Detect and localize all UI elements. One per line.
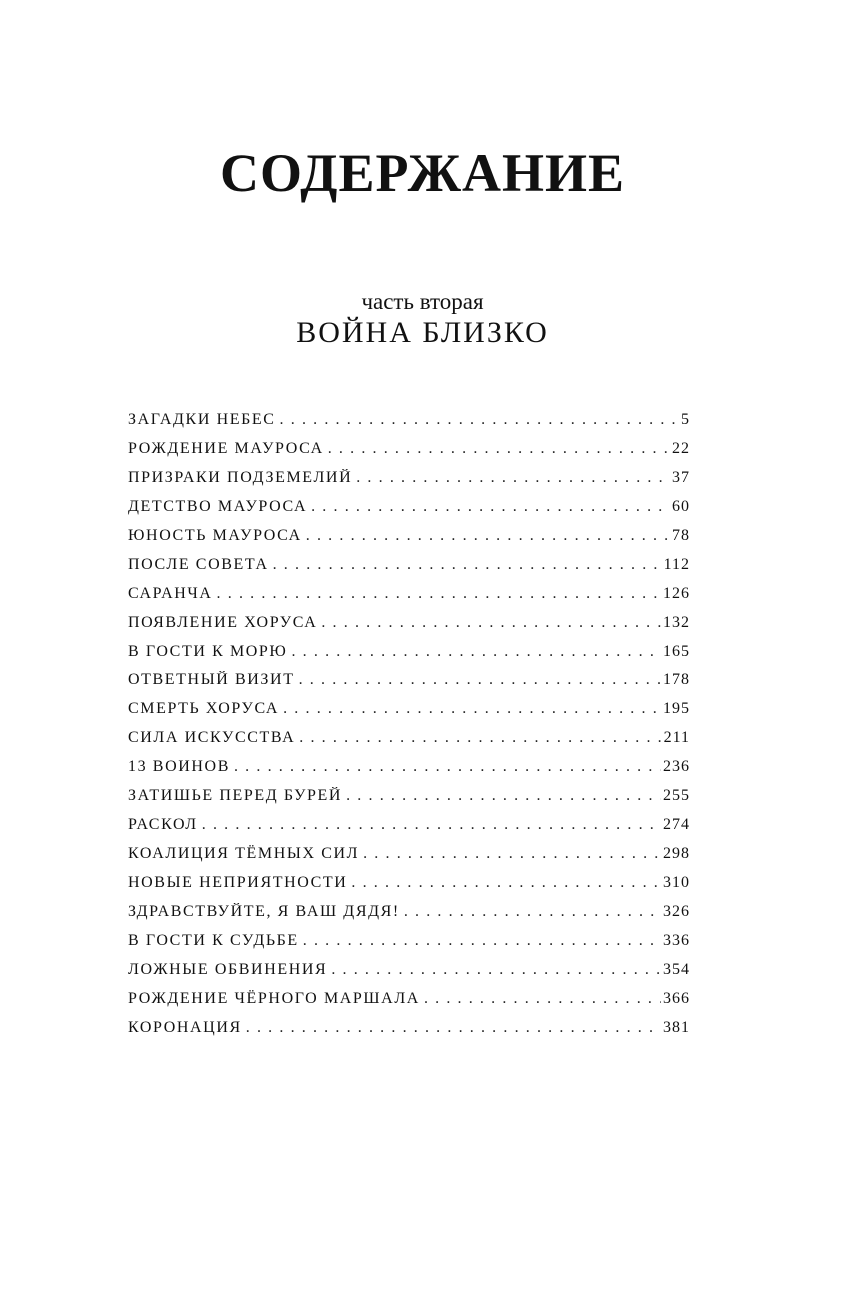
toc-entry-title: ЗДРАВСТВУЙТЕ, Я ВАШ ДЯДЯ! xyxy=(128,902,400,920)
dot-leader xyxy=(356,469,670,487)
dot-leader xyxy=(351,874,661,892)
table-of-contents xyxy=(128,411,690,1048)
toc-entry[interactable] xyxy=(128,585,690,614)
dot-leader xyxy=(424,990,661,1008)
toc-entry[interactable] xyxy=(128,1019,690,1048)
part-label: часть вторая xyxy=(361,289,484,314)
dot-leader xyxy=(280,411,679,429)
toc-entry-title: ПРИЗРАКИ ПОДЗЕМЕЛИЙ xyxy=(128,468,353,486)
toc-entry-page: 132 xyxy=(663,613,690,631)
toc-entry[interactable] xyxy=(128,816,690,845)
dot-leader xyxy=(202,816,661,834)
toc-entry-page: 5 xyxy=(681,411,690,428)
toc-entry[interactable] xyxy=(128,961,690,990)
dot-leader xyxy=(217,585,661,603)
dot-leader xyxy=(311,498,670,516)
toc-entry-title: ПОЯВЛЕНИЕ ХОРУСА xyxy=(128,613,318,631)
toc-entry-title: ЗАГАДКИ НЕБЕС xyxy=(128,411,276,428)
toc-entry[interactable] xyxy=(128,614,690,643)
dot-leader xyxy=(306,527,670,545)
toc-entry[interactable] xyxy=(128,411,690,440)
toc-entry[interactable] xyxy=(128,787,690,816)
toc-entry-title: РОЖДЕНИЕ МАУРОСА xyxy=(128,439,324,457)
toc-entry[interactable] xyxy=(128,729,690,758)
toc-entry-page: 274 xyxy=(663,816,690,834)
toc-entry-title: ЗАТИШЬЕ ПЕРЕД БУРЕЙ xyxy=(128,787,343,805)
toc-entry[interactable] xyxy=(128,643,690,672)
dot-leader xyxy=(328,440,670,458)
toc-entry-page: 354 xyxy=(663,960,690,978)
toc-entry-page: 22 xyxy=(672,439,690,457)
toc-entry-page: 310 xyxy=(663,874,690,891)
toc-entry-title: В ГОСТИ К МОРЮ xyxy=(128,642,288,660)
toc-entry[interactable] xyxy=(128,469,690,498)
toc-entry-title: СМЕРТЬ ХОРУСА xyxy=(128,700,280,718)
dot-leader xyxy=(331,961,661,979)
toc-entry[interactable] xyxy=(128,845,690,874)
dot-leader xyxy=(283,700,661,718)
toc-entry-page: 236 xyxy=(663,758,690,776)
toc-entry-title: РОЖДЕНИЕ ЧЁРНОГО МАРШАЛА xyxy=(128,989,420,1007)
toc-entry[interactable] xyxy=(128,700,690,729)
toc-entry-page: 366 xyxy=(663,989,690,1007)
toc-entry-title: 13 ВОИНОВ xyxy=(128,758,230,776)
page-title: СОДЕРЖАНИЕ xyxy=(220,143,625,203)
toc-entry[interactable] xyxy=(128,758,690,787)
dot-leader xyxy=(303,932,661,950)
toc-entry-title: РАСКОЛ xyxy=(128,816,198,834)
toc-entry-title: ДЕТСТВО МАУРОСА xyxy=(128,497,308,515)
toc-entry-page: 78 xyxy=(672,526,690,544)
toc-entry-page: 37 xyxy=(672,468,690,486)
dot-leader xyxy=(299,671,661,689)
toc-entry-page: 255 xyxy=(663,787,690,805)
toc-entry-page: 112 xyxy=(663,555,690,573)
toc-entry-page: 178 xyxy=(663,671,690,689)
toc-entry-title: ЮНОСТЬ МАУРОСА xyxy=(128,526,302,544)
dot-leader xyxy=(346,787,661,805)
toc-entry-page: 326 xyxy=(663,902,690,920)
dot-leader xyxy=(291,643,661,661)
toc-entry-title: ОТВЕТНЫЙ ВИЗИТ xyxy=(128,671,295,689)
toc-entry-page: 298 xyxy=(663,845,690,863)
toc-entry[interactable] xyxy=(128,990,690,1019)
toc-entry-title: КОАЛИЦИЯ ТЁМНЫХ СИЛ xyxy=(128,845,360,863)
toc-entry-page: 336 xyxy=(663,931,690,949)
toc-entry-page: 381 xyxy=(663,1018,690,1036)
toc-entry-title: В ГОСТИ К СУДЬБЕ xyxy=(128,931,299,949)
toc-entry[interactable] xyxy=(128,527,690,556)
toc-entry[interactable] xyxy=(128,903,690,932)
toc-entry-page: 165 xyxy=(663,642,690,660)
toc-entry[interactable] xyxy=(128,874,690,903)
toc-entry-title: ПОСЛЕ СОВЕТА xyxy=(128,555,269,573)
toc-entry-title: САРАНЧА xyxy=(128,584,213,602)
dot-leader xyxy=(299,729,661,747)
dot-leader xyxy=(234,758,661,776)
toc-entry[interactable] xyxy=(128,498,690,527)
dot-leader xyxy=(246,1019,661,1037)
toc-entry[interactable] xyxy=(128,440,690,469)
toc-entry[interactable] xyxy=(128,671,690,700)
toc-entry[interactable] xyxy=(128,932,690,961)
toc-entry-title: НОВЫЕ НЕПРИЯТНОСТИ xyxy=(128,874,348,891)
toc-entry-page: 60 xyxy=(672,497,690,515)
toc-entry-title: СИЛА ИСКУССТВА xyxy=(128,729,296,747)
toc-entry-page: 126 xyxy=(663,584,690,602)
toc-entry[interactable] xyxy=(128,556,690,585)
part-title: ВОЙНА БЛИЗКО xyxy=(296,316,549,349)
dot-leader xyxy=(363,845,661,863)
dot-leader xyxy=(321,614,661,632)
toc-entry-page: 195 xyxy=(663,700,690,718)
dot-leader xyxy=(273,556,662,574)
toc-entry-title: ЛОЖНЫЕ ОБВИНЕНИЯ xyxy=(128,960,328,978)
dot-leader xyxy=(404,903,661,921)
toc-entry-title: КОРОНАЦИЯ xyxy=(128,1018,242,1036)
toc-entry-page: 211 xyxy=(663,729,690,747)
